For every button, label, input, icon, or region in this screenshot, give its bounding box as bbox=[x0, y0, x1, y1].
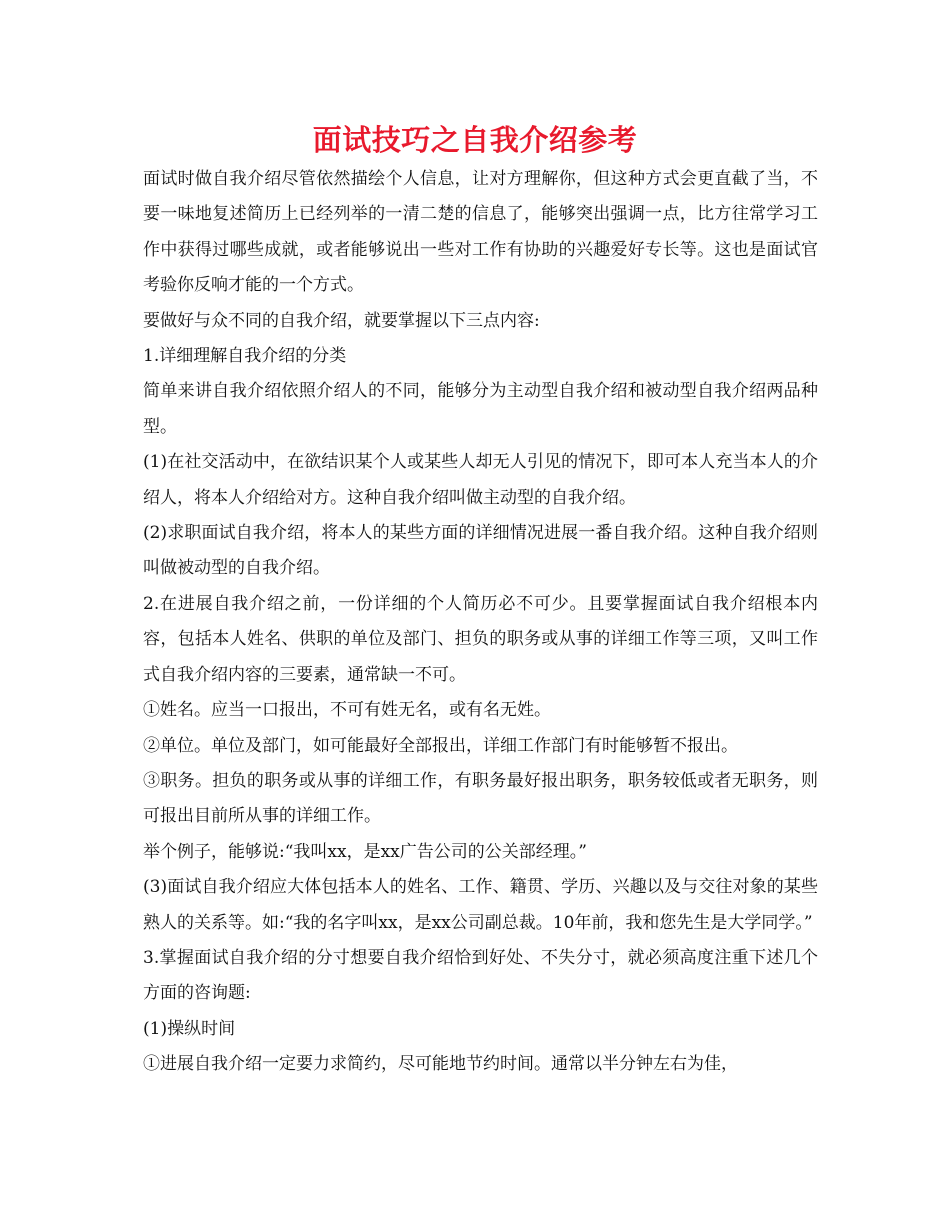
document-title: 面试技巧之自我介绍参考 bbox=[312, 123, 638, 157]
paragraph-active-type: (1)在社交活动中，在欲结识某个人或某些人却无人引见的情况下，即可本人充当本人的介绍人，将本人介绍给对方。这种自我介绍叫做主动型的自我介绍。 bbox=[143, 452, 818, 508]
heading-section-1: 1.详细理解自我介绍的分类 bbox=[143, 346, 347, 367]
paragraph-passive-type: (2)求职面试自我介绍，将本人的某些方面的详细情况进展一番自我介绍。这种自我介绍则叫做被动型的自我介绍。 bbox=[143, 523, 818, 579]
list-item-brevity: ①进展自我介绍一定要力求简约，尽可能地节约时间。通常以半分钟左右为佳， bbox=[143, 1054, 738, 1075]
heading-section-3: 3.掌握面试自我介绍的分寸想要自我介绍恰到好处、不失分寸，就必须高度注重下述几个方面的咨询题: bbox=[143, 947, 818, 1004]
document-body bbox=[143, 162, 818, 1083]
paragraph-example: 举个例子，能够说:“我叫xx，是xx广告公司的公关部经理。” bbox=[143, 841, 587, 862]
list-item-position: ③职务。担负的职务或从事的详细工作，有职务最好报出职务，职务较低或者无职务，则可报出目前所从事的详细工作。 bbox=[143, 770, 818, 827]
list-item-name: ①姓名。应当一口报出，不可有姓无名，或有名无姓。 bbox=[143, 700, 551, 721]
list-item-unit: ②单位。单位及部门，如可能最好全部报出，详细工作部门有时能够暂不报出。 bbox=[143, 735, 738, 756]
paragraph-three-points: 要做好与众不同的自我介绍，就要掌握以下三点内容: bbox=[143, 310, 540, 331]
paragraph-classification: 简单来讲自我介绍依照介绍人的不同，能够分为主动型自我介绍和被动型自我介绍两品种型。 bbox=[143, 381, 818, 437]
paragraph-intro: 面试时做自我介绍尽管依然描绘个人信息，让对方理解你，但这种方式会更直截了当，不要一味地复述简历上已经列举的一清二楚的信息了，能够突出强调一点，比方往常学习工作中获得过哪些成就，或者能够说出一些对工作有协助的兴趣爱好专长等。这也是面试官考验你反响才能的一个方式。 bbox=[143, 169, 818, 296]
heading-section-2: 2.在进展自我介绍之前，一份详细的个人简历必不可少。且要掌握面试自我介绍根本内容，包括本人姓名、供职的单位及部门、担负的职务或从事的详细工作等三项，又叫工作式自我介绍内容的三要素，通常缺一不可。 bbox=[143, 593, 818, 685]
subheading-control-time: (1)操纵时间 bbox=[143, 1018, 236, 1039]
paragraph-content-scope: (3)面试自我介绍应大体包括本人的姓名、工作、籍贯、学历、兴趣以及与交往对象的某些熟人的关系等。如:“我的名字叫xx，是xx公司副总裁。10年前，我和您先生是大学同学。” bbox=[143, 877, 818, 933]
